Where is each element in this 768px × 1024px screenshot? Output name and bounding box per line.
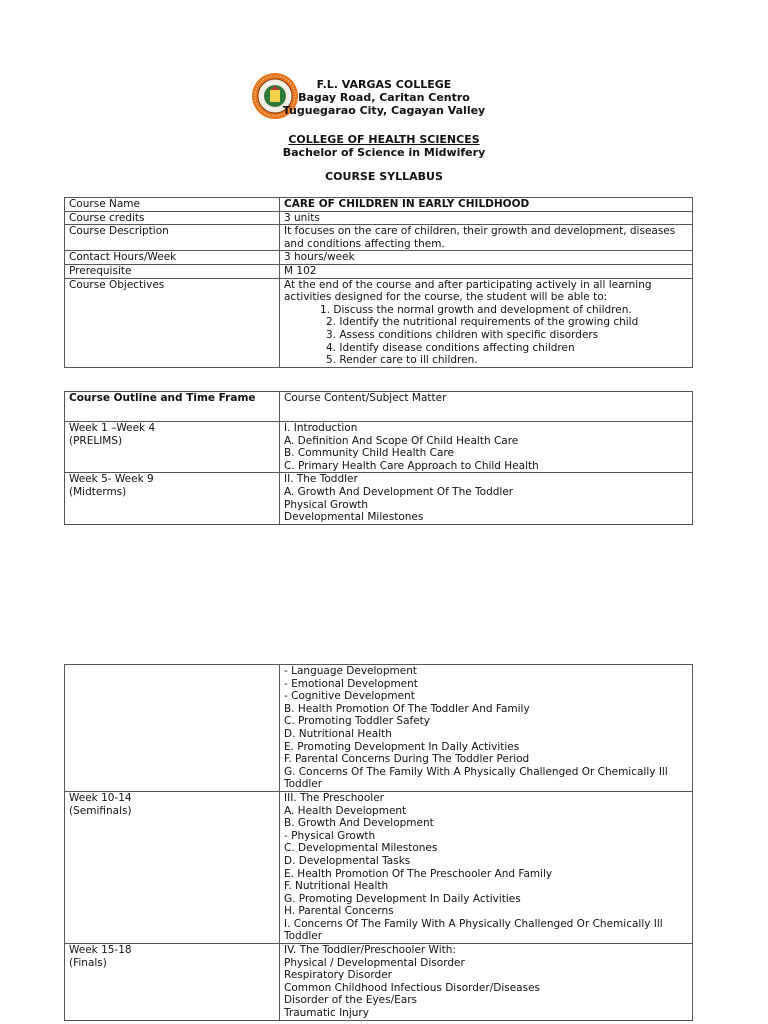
objective-item: 2. Identify the nutritional requirements of the growing child <box>326 316 639 329</box>
content-line: III. The Preschooler <box>284 791 384 804</box>
table-row <box>65 225 693 251</box>
content-line: B. Growth And Development <box>284 817 434 830</box>
table-row <box>65 278 693 367</box>
course-name-label: Course Name <box>65 198 280 212</box>
document-title: COURSE SYLLABUS <box>325 170 443 183</box>
credits-value: 3 units <box>280 211 693 225</box>
content-line: F. Parental Concerns During The Toddler Period <box>284 753 530 766</box>
content-line: D. Nutritional Health <box>284 727 392 740</box>
objective-item: 1. Discuss the normal growth and development of children. <box>320 303 632 316</box>
timeframe-cell <box>65 473 280 524</box>
timeframe-cell <box>65 422 280 473</box>
content-line: - Cognitive Development <box>284 690 415 703</box>
content-cell <box>280 473 693 524</box>
week-range: Week 5- Week 9 <box>69 473 154 486</box>
course-outline-table-continued <box>64 664 693 1021</box>
content-line: Disorder of the Eyes/Ears <box>284 994 418 1007</box>
week-range: Week 10-14 <box>69 791 132 804</box>
course-info-table <box>64 197 693 368</box>
content-line: - Emotional Development <box>284 677 418 690</box>
content-line: B. Health Promotion Of The Toddler And Family <box>284 702 530 715</box>
description-value: It focuses on the care of children, their growth and development, diseases and conditions affecting them. <box>280 225 693 251</box>
prerequisite-value: M 102 <box>280 264 693 278</box>
content-cell <box>280 791 693 943</box>
period-label: (Semifinals) <box>69 804 132 817</box>
course-outline-table <box>64 391 693 525</box>
document-header <box>0 78 768 117</box>
content-line: C. Promoting Toddler Safety <box>284 715 431 728</box>
college-name: COLLEGE OF HEALTH SCIENCES <box>288 133 480 146</box>
outline-header-content: Course Content/Subject Matter <box>280 392 693 422</box>
outline-header-row <box>65 392 693 422</box>
period-label: (Midterms) <box>69 485 127 498</box>
table-row <box>65 264 693 278</box>
table-row <box>65 665 693 792</box>
content-cell <box>280 944 693 1021</box>
program-name: Bachelor of Science in Midwifery <box>282 146 486 159</box>
content-line: - Physical Growth <box>284 829 376 842</box>
content-line: Traumatic Injury <box>284 1007 369 1020</box>
content-line: B. Community Child Health Care <box>284 447 454 460</box>
period-label: (PRELIMS) <box>69 434 123 447</box>
content-line: - Language Development <box>284 665 417 677</box>
timeframe-cell <box>65 665 280 792</box>
table-row <box>65 473 693 524</box>
content-line: G. Concerns Of The Family With A Physically Challenged Or Chemically Ill Toddler <box>284 765 668 791</box>
course-name-value: CARE OF CHILDREN IN EARLY CHILDHOOD <box>280 198 693 212</box>
week-range: Week 15-18 <box>69 944 132 957</box>
description-label: Course Description <box>65 225 280 251</box>
content-cell <box>280 665 693 792</box>
week-range: Week 1 –Week 4 <box>69 422 156 434</box>
table-row <box>65 791 693 943</box>
period-label: (Finals) <box>69 956 107 969</box>
content-line: Developmental Milestones <box>284 511 424 524</box>
objectives-intro: At the end of the course and after participating actively in all learning activities designed for the course, the student will be able to: <box>284 278 652 304</box>
school-address-line2: Tuguegarao City, Cagayan Valley <box>282 104 486 117</box>
timeframe-cell <box>65 791 280 943</box>
timeframe-cell <box>65 944 280 1021</box>
content-line: Physical / Developmental Disorder <box>284 956 465 969</box>
content-line: F. Nutritional Health <box>284 880 389 893</box>
objective-item: 4. Identify disease conditions affecting children <box>326 341 575 354</box>
table-row <box>65 944 693 1021</box>
table-row <box>65 198 693 212</box>
school-name: F.L. VARGAS COLLEGE <box>316 78 452 91</box>
contact-hours-label: Contact Hours/Week <box>65 251 280 265</box>
objectives-cell <box>280 278 693 367</box>
content-line: Respiratory Disorder <box>284 969 392 982</box>
content-cell <box>280 422 693 473</box>
content-line: E. Promoting Development In Daily Activities <box>284 740 520 753</box>
content-line: C. Primary Health Care Approach to Child Health <box>284 459 539 472</box>
prerequisite-label: Prerequisite <box>65 264 280 278</box>
table-row <box>65 211 693 225</box>
objective-item: 3. Assess conditions children with specific disorders <box>326 328 599 341</box>
content-line: H. Parental Concerns <box>284 905 394 918</box>
content-line: A. Definition And Scope Of Child Health Care <box>284 434 519 447</box>
contact-hours-value: 3 hours/week <box>280 251 693 265</box>
objectives-label: Course Objectives <box>65 278 280 367</box>
outline-header-timeframe: Course Outline and Time Frame <box>65 392 280 422</box>
content-line: Common Childhood Infectious Disorder/Diseases <box>284 981 540 994</box>
objective-item: 5. Render care to ill children. <box>326 354 478 367</box>
content-line: D. Developmental Tasks <box>284 854 411 867</box>
content-line: C. Developmental Milestones <box>284 842 438 855</box>
content-line: A. Health Development <box>284 804 407 817</box>
table-row <box>65 422 693 473</box>
credits-label: Course credits <box>65 211 280 225</box>
school-address-line1: Bagay Road, Caritan Centro <box>298 91 470 104</box>
content-line: IV. The Toddler/Preschooler With: <box>284 944 456 957</box>
table-row <box>65 251 693 265</box>
content-line: Physical Growth <box>284 498 369 511</box>
content-line: I. Introduction <box>284 422 358 434</box>
content-line: G. Promoting Development In Daily Activities <box>284 892 521 905</box>
content-line: II. The Toddler <box>284 473 358 486</box>
content-line: E. Health Promotion Of The Preschooler And Family <box>284 867 553 880</box>
content-line: A. Growth And Development Of The Toddler <box>284 485 514 498</box>
content-line: I. Concerns Of The Family With A Physically Challenged Or Chemically Ill Toddler <box>284 917 663 943</box>
